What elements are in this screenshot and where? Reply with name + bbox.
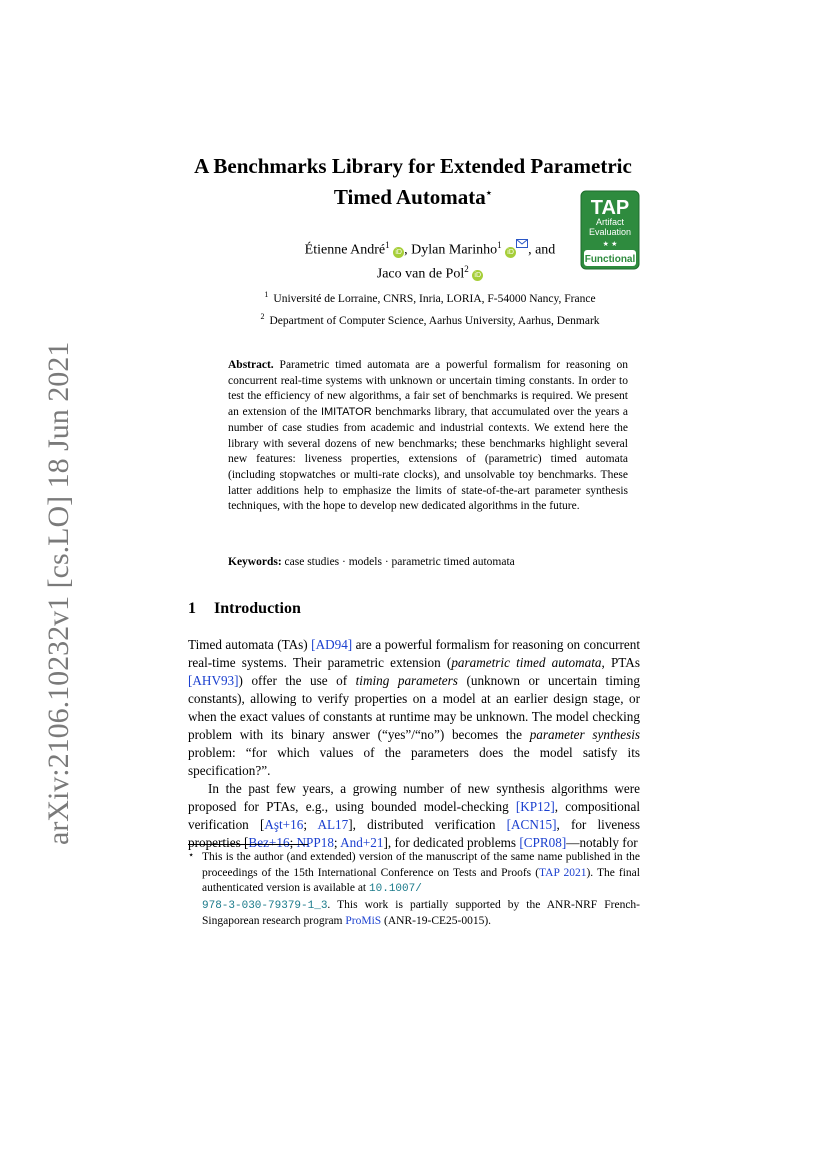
citation-link[interactable]: And+21 [340, 835, 384, 850]
author-conjunction: , and [528, 242, 556, 258]
affiliation-number: 2 [260, 311, 265, 321]
affiliation-text: Department of Computer Science, Aarhus University, Aarhus, Denmark [269, 314, 600, 327]
keywords [228, 556, 628, 568]
text-run: , PTAs [601, 655, 640, 670]
author-marinho: Dylan Marinho [411, 242, 498, 258]
text-run: In the past few years, a growing number of new synthesis algorithms were proposed for PTAs, e.g., using bounded model-checking [188, 781, 640, 814]
abstract-text-b: benchmarks library, that accumulated over the years a number of case studies from academic and industrial contexts. We extend here the library with several dozens of new benchmarks; these benchmarks highlight several new features: liveness properties, extensions of (parametric) timed automata (including stopwatches or multi-rate clocks), and unsolvable toy benchmarks. These latter additions help to emphasize the limits of state-of-the-art parameter synthesis techniques, with the hope to develop new dedicated algorithms in the future. [228, 406, 629, 513]
text-run: ; [333, 835, 341, 850]
tap-badge-graphic [580, 190, 640, 270]
citation-link[interactable]: [ACN15] [506, 817, 557, 832]
title-line-1: A Benchmarks Library for Extended Parametric [194, 154, 632, 178]
text-run: ], for dedicated problems [383, 835, 520, 850]
email-icon[interactable] [516, 239, 528, 248]
text-run: This is the author (and extended) version of the manuscript of the same name published in the proceedings of the 15th International Conference on Tests and Proofs ( [202, 851, 640, 879]
body-text [188, 636, 640, 852]
paragraph-2 [188, 780, 640, 852]
badge-artifact-text: Artifact [595, 217, 625, 227]
footnote [188, 850, 640, 930]
abstract-label: Abstract. [228, 359, 274, 371]
citation-link[interactable]: NPP18 [296, 835, 334, 850]
affiliations [210, 286, 650, 330]
badge-evaluation-text: Evaluation [588, 227, 632, 237]
text-run: ; [289, 835, 297, 850]
promis-link[interactable]: ProMiS [345, 915, 382, 928]
affiliation-text: Université de Lorraine, CNRS, Inria, LORIA, F-54000 Nancy, France [273, 292, 596, 305]
citation-link[interactable]: [AD94] [311, 637, 353, 652]
affiliation-2 [210, 308, 650, 330]
tap-link[interactable]: TAP 2021 [539, 866, 587, 879]
author-marinho-affil: 1 [497, 240, 502, 250]
text-run: problem: “for which values of the parameters does the model satisfy its specification?”. [188, 745, 640, 778]
text-run: ], distributed verification [348, 817, 507, 832]
citation-link[interactable]: [KP12] [515, 799, 555, 814]
title-line-2: Timed Automata [333, 185, 486, 209]
emphasis: timing parameters [355, 673, 458, 688]
text-run: (ANR-19-CE25-0015). [381, 915, 492, 928]
text-run: . This work is partially supported by the ANR-NRF French-Singaporean research program [202, 898, 640, 928]
citation-link[interactable]: Bez+16 [248, 835, 290, 850]
arxiv-stamp: arXiv:2106.10232v1 [cs.LO] 18 Jun 2021 [42, 341, 75, 845]
footnote-mark: ⋆ [188, 850, 195, 861]
author-van-de-pol: Jaco van de Pol [376, 266, 465, 282]
section-heading [188, 600, 301, 618]
footnote-rule [188, 844, 308, 845]
title-footnote-mark: ⋆ [485, 188, 493, 199]
badge-stars: ★ ★ [602, 240, 618, 248]
affiliation-1 [210, 286, 650, 308]
orcid-icon[interactable]: iD [393, 247, 404, 258]
section-number: 1 [188, 600, 196, 617]
text-run: —notably for [566, 835, 638, 850]
text-run: , compositional verification [ [188, 799, 640, 832]
imitator-name: IMITATOR [320, 406, 372, 419]
author-list: Étienne André$^1$ iD , Dylan Marinho$^1$ iD , and Jaco van de Pol$^2$ iD [304, 240, 556, 282]
affiliation-number: 1 [264, 290, 269, 299]
doi-link[interactable]: 978-3-030-79379-1_3 [202, 899, 328, 912]
text-run: Timed automata (TAs) [188, 637, 312, 652]
text-run: ) offer the use of [238, 673, 356, 688]
citation-link[interactable]: Aşt+16 [264, 817, 304, 832]
abstract-text-a: Parametric timed automata are a powerful formalism for reasoning on concurrent real-time systems with unknown or uncertain timing constants. In order to test the efficiency of new algorithms, a fair set of benchmarks is required. We present an extension of the [228, 359, 629, 419]
paragraph-1 [188, 636, 640, 780]
section-title: Introduction [214, 600, 301, 617]
orcid-icon[interactable]: iD [505, 247, 516, 258]
keywords-label: Keywords: [228, 556, 282, 568]
emphasis: parameter synthesis [529, 727, 641, 742]
emphasis: parametric timed automata [451, 655, 602, 670]
tap-artifact-badge [580, 190, 640, 270]
doi-link[interactable]: 10.1007/ [369, 883, 422, 896]
badge-level-text: Functional [584, 254, 636, 265]
citation-link[interactable]: AL17 [317, 817, 349, 832]
keywords-text: case studies · models · parametric timed automata [284, 556, 515, 568]
text-run: are a powerful formalism for reasoning on concurrent real-time systems. Their parametric extension ( [188, 637, 640, 670]
author-andre-affil: 1 [385, 240, 390, 250]
author-van-de-pol-affil: 2 [464, 263, 469, 274]
citation-link[interactable]: [AHV93] [188, 673, 239, 688]
citation-link[interactable]: [CPR08] [519, 835, 567, 850]
text-run: ). The final authenticated version is available at [202, 866, 640, 895]
text-run: ; [303, 817, 318, 832]
orcid-icon[interactable]: iD [472, 270, 483, 281]
abstract [228, 358, 628, 515]
text-run: , for liveness properties [ [188, 817, 640, 850]
author-andre: Étienne André [304, 242, 386, 258]
badge-tap-text: TAP [590, 197, 630, 219]
text-run: (unknown or uncertain timing constants), allowing to verify properties on a model at an earlier design stage, or when the exact values of constants at runtime may be unknown. The model checking problem with its binary answer (“yes”/“no”) becomes the [188, 673, 640, 742]
